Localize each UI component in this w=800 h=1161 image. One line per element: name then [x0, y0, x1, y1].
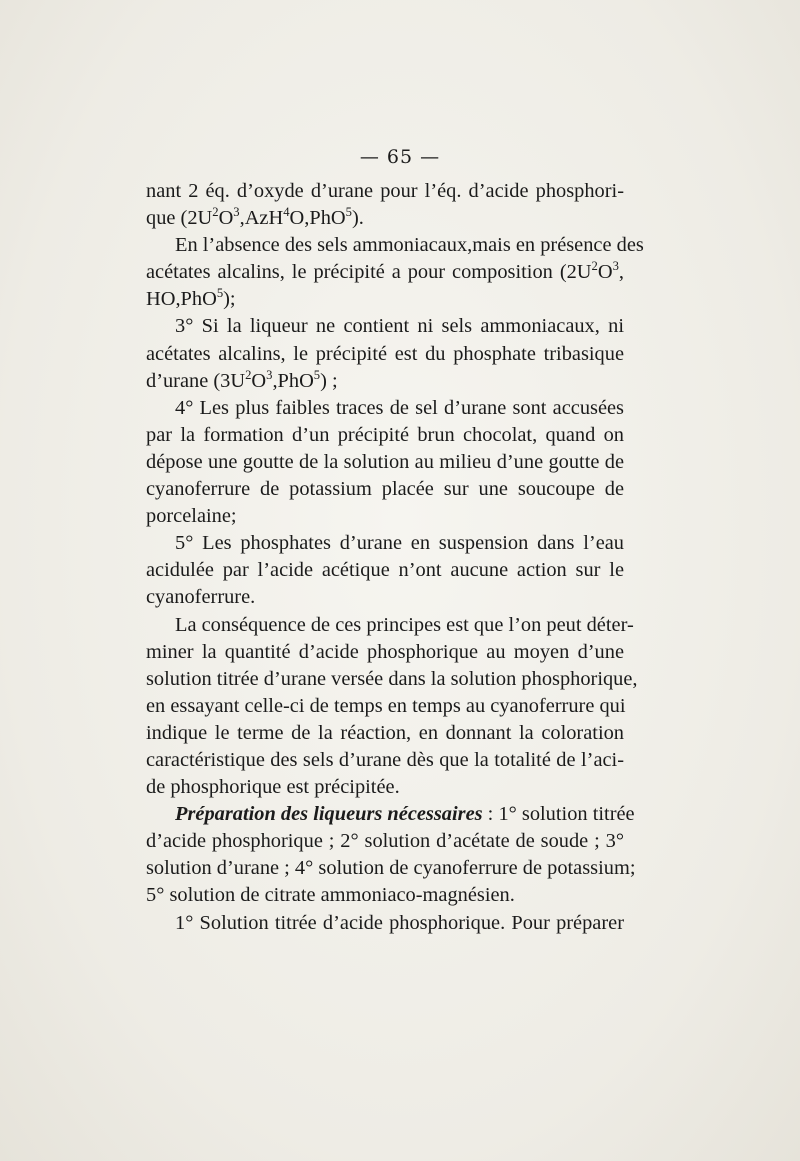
text-line: HO,PhO$^5$);	[146, 286, 236, 311]
text-line: cyanoferrure.	[146, 586, 256, 609]
text-line: acétates alcalins, le précipité a pour composition ($2U^2O^3$,	[146, 259, 624, 284]
text-line: d’urane $(3U^2O^3,PhO^5)$ ;	[146, 367, 338, 392]
text-line: 4° Les plus faibles traces de sel d’urane sont accusées	[175, 396, 624, 419]
text-line: solution d’urane ; 4° solution de cyanoferrure de potassium;	[146, 857, 636, 880]
text-line: en essayant celle-ci de temps en temps au cyanoferrure qui	[146, 694, 626, 717]
text-line: indique le terme de la réaction, en donnant la coloration	[146, 721, 624, 744]
text-line: que $(2U^2O^3,AzH^4O,PhO^5)$.	[146, 205, 364, 230]
text-line: miner la quantité d’acide phosphorique au moyen d’une	[146, 640, 624, 663]
text-line: La conséquence de ces principes est que l’on peut déter-	[175, 613, 634, 636]
text-line: de phosphorique est précipitée.	[146, 776, 400, 799]
text-line: 1° Solution titrée d’acide phosphorique. Pour préparer	[175, 911, 624, 934]
text-line: cyanoferrure de potassium placée sur une soucoupe de	[146, 478, 624, 501]
page-number: — 65 —	[359, 146, 441, 168]
text-line: acidulée par l’acide acétique n’ont aucune action sur le	[146, 559, 624, 582]
text-line: solution titrée d’urane versée dans la solution phosphorique,	[146, 667, 638, 690]
text-line: nant 2 éq. d’oxyde d’urane pour l’éq. d’acide phosphori-	[146, 180, 624, 202]
text-line: En l’absence des sels ammoniacaux,mais en présence des	[175, 234, 644, 257]
text-line: 5° solution de citrate ammoniaco-magnésien.	[146, 884, 515, 907]
text-line: d’acide phosphorique ; 2° solution d’acétate de soude ; 3°	[146, 830, 624, 853]
text-line: caractéristique des sels d’urane dès que la totalité de l’aci-	[146, 748, 624, 771]
text-line: 5° Les phosphates d’urane en suspension dans l’eau	[175, 532, 624, 555]
text-line: acétates alcalins, le précipité est du phosphate tribasique	[146, 342, 624, 365]
text-line: dépose une goutte de la solution au milieu d’une goutte de	[146, 450, 624, 473]
body-text	[146, 178, 644, 937]
text-line: par la formation d’un précipité brun chocolat, quand on	[146, 423, 624, 446]
text-line: Préparation des liqueurs nécessaires : 1° solution titrée	[175, 803, 635, 826]
text-line: porcelaine;	[146, 505, 237, 528]
text-line: 3° Si la liqueur ne contient ni sels ammoniacaux, ni	[175, 315, 624, 338]
